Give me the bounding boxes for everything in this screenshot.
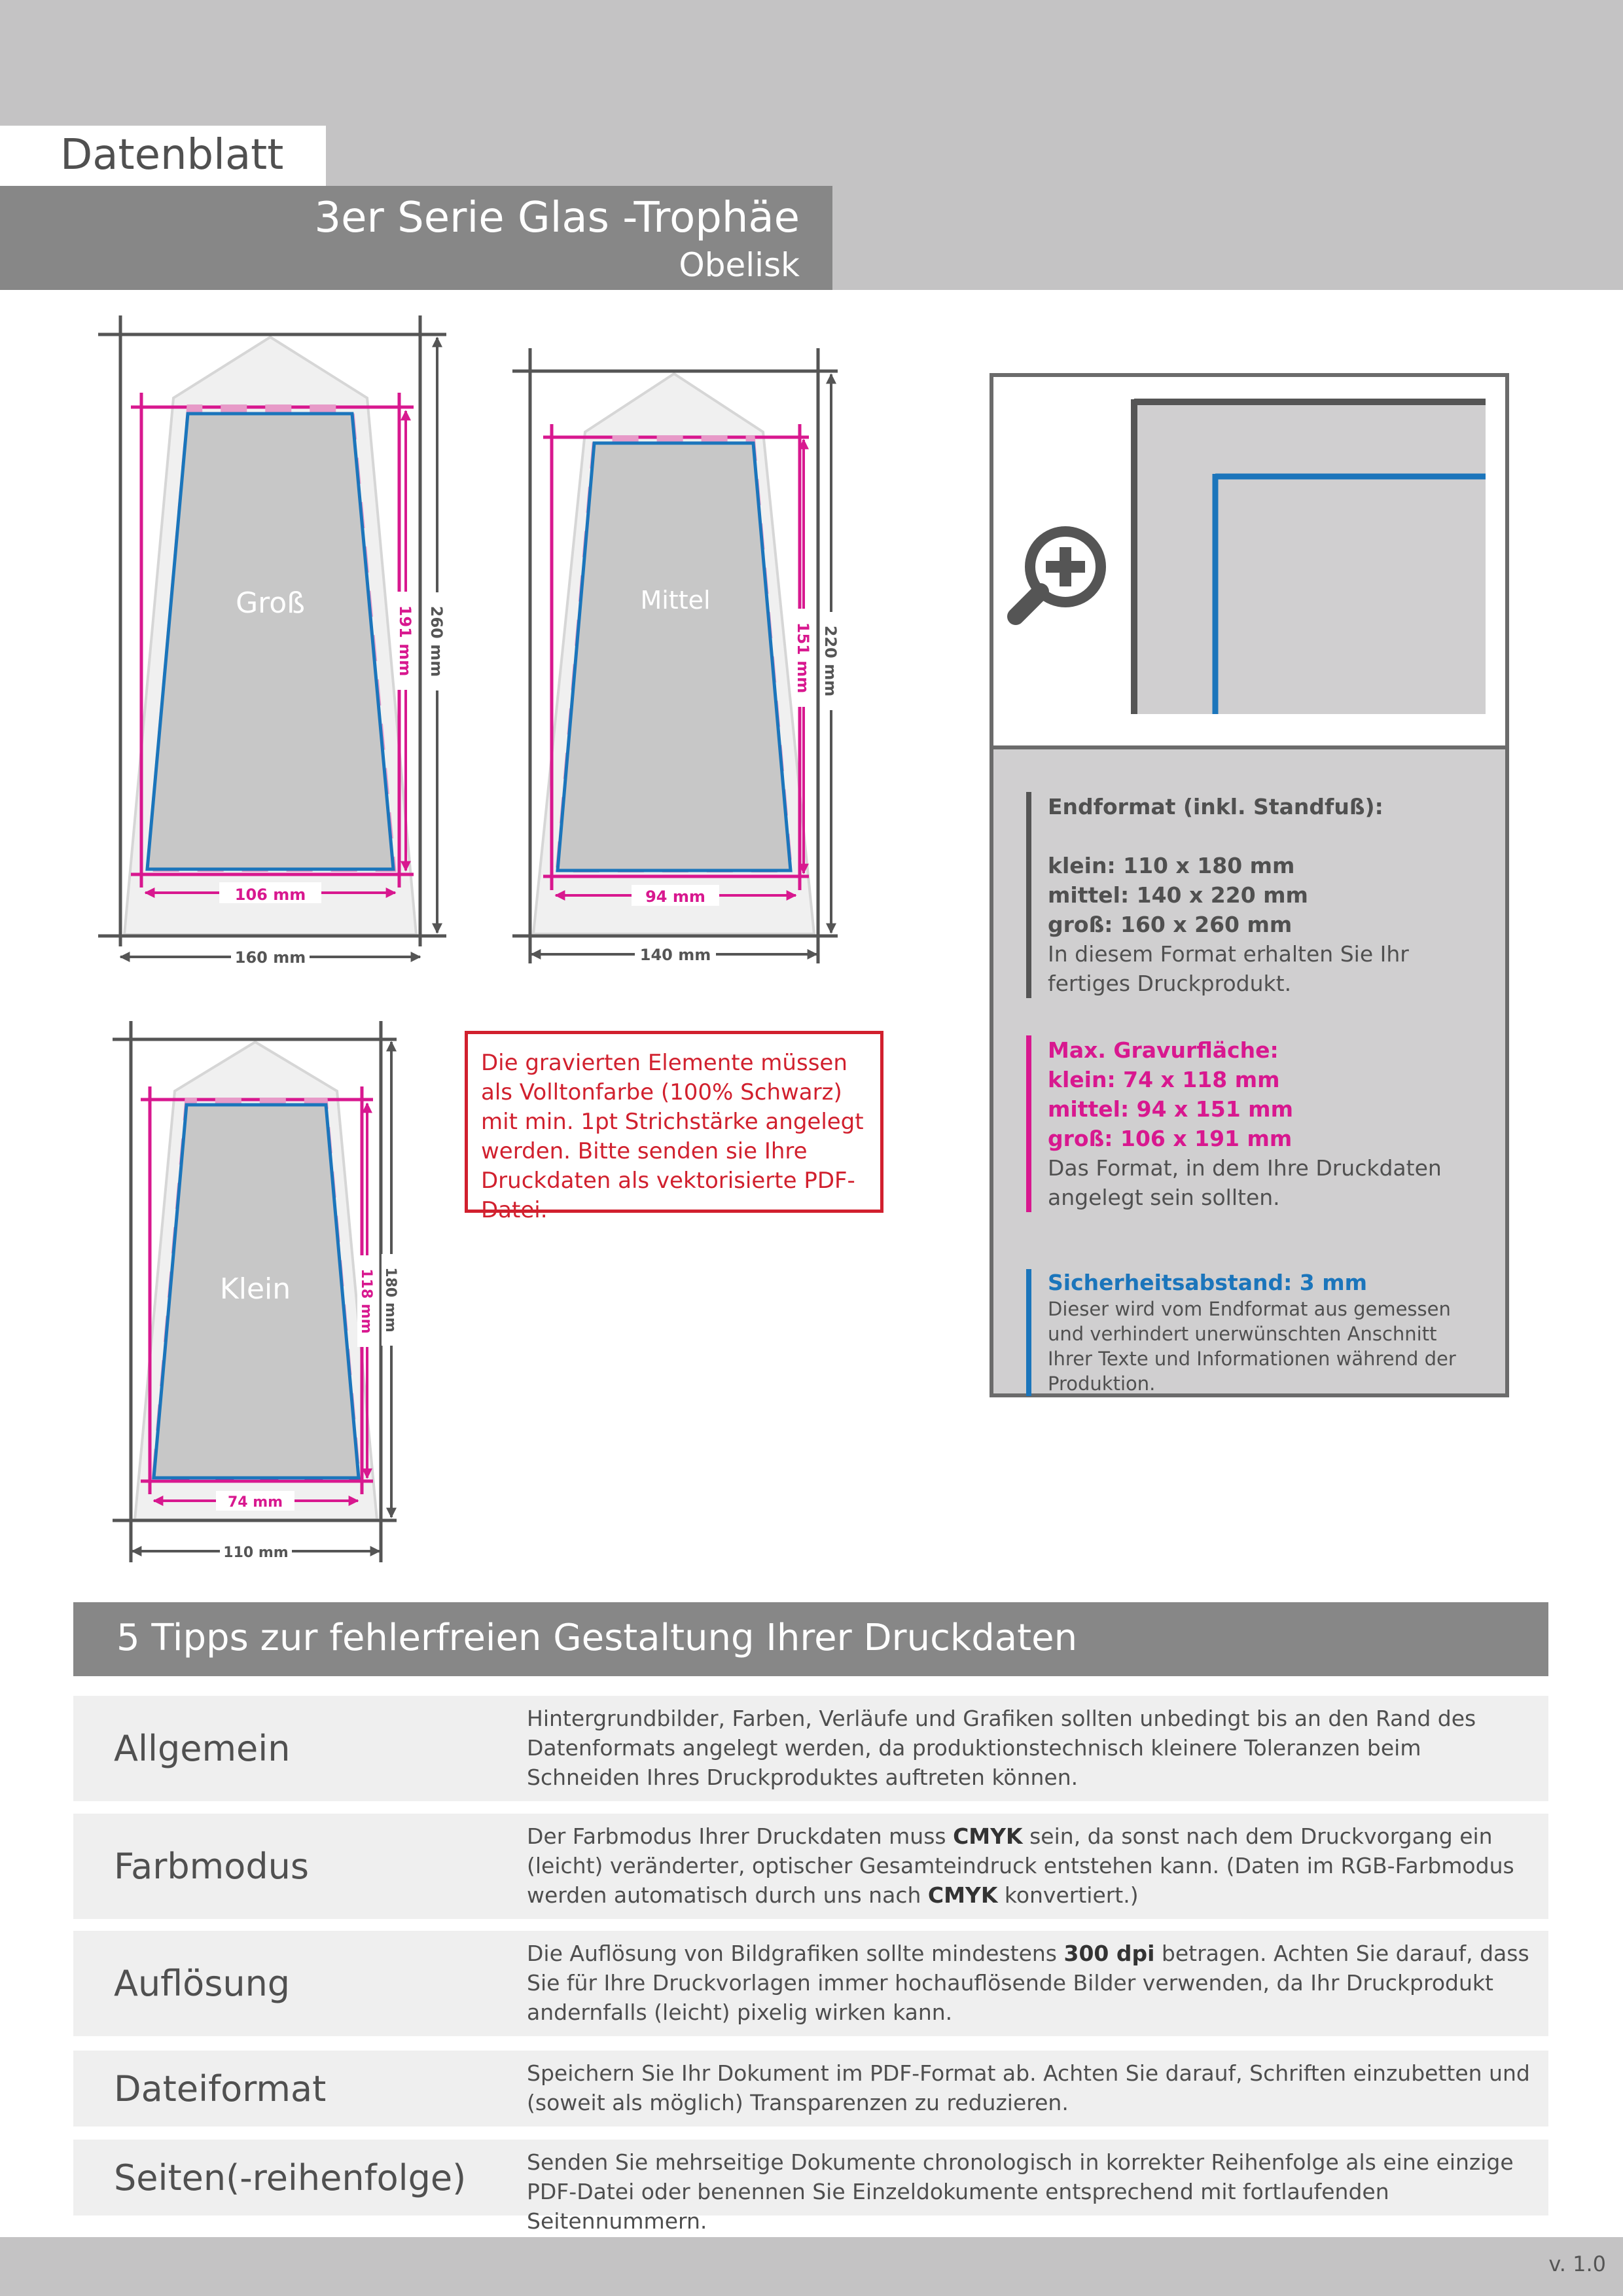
trophy-gross [98,315,448,967]
tip-row-seiten: Seiten(-reihenfolge) Senden Sie mehrseitige Dokumente chronologisch in korrekter Reihenfolge als eine einzige PDF-Datei oder benennen Sie Einzeldokumente entsprechend mit fortlaufenden Seitennummern. [73,2140,1548,2215]
zoom-detail-illustration [993,377,1505,749]
zoom-in-icon [1016,531,1101,617]
trophy-mittel-label: Mittel [640,586,711,615]
datasheet-label: Datenblatt [0,126,326,186]
tip-row-allgemein: Allgemein Hintergrundbilder, Farben, Verläufe und Grafiken sollten unbedingt bis an den Rand des Datenformats angelegt werden, da produktionstechnisch kleinere Toleranzen beim Schneiden Ihres Druckproduktes auftreten können. [73,1696,1548,1801]
technical-drawings [0,290,916,1599]
tips-heading-bar: 5 Tipps zur fehlerfreien Gestaltung Ihrer Druckdaten [73,1602,1548,1676]
tip-row-aufloesung: Auflösung Die Auflösung von Bildgrafiken sollte mindestens 300 dpi betragen. Achten Sie darauf, dass Sie für Ihre Druckvorlagen immer hochauflösende Bilder verwenden, da Ihr Druckprodukt andernfalls (leicht) pixelig wirken kann. [73,1931,1548,2036]
mittel-width: 140 mm [639,946,711,964]
klein-engrave-height: 118 mm [358,1268,374,1334]
gross-engrave-height: 191 mm [396,605,414,677]
mittel-engrave-width: 94 mm [645,888,705,906]
gross-engrave-width: 106 mm [234,886,306,904]
klein-engrave-width: 74 mm [227,1494,283,1511]
gross-height: 260 mm [427,605,446,677]
footer-band [0,2237,1623,2296]
zoom-detail-box [990,373,1509,749]
page-subtitle: Obelisk [679,246,800,284]
klein-height: 180 mm [382,1267,399,1333]
version-label: v. 1.0 [1548,2251,1606,2276]
trophy-gross-label: Groß [236,586,305,620]
trophy-klein [113,1021,401,1562]
tip-row-dateiformat: Dateiformat Speichern Sie Ihr Dokument im PDF-Format ab. Achten Sie darauf, Schriften einzubetten und (soweit als möglich) Transparenzen zu reduzieren. [73,2051,1548,2126]
format-info-box [990,749,1509,1397]
klein-width: 110 mm [223,1545,289,1561]
trophy-klein-label: Klein [219,1272,291,1306]
endformat-section: Endformat (inkl. Standfuß): klein: 110 x 180 mm mittel: 140 x 220 mm groß: 160 x 260 mm In diesem Format erhalten Sie Ihr fertiges Druckprodukt. [1026,792,1480,998]
mittel-height: 220 mm [821,625,840,697]
tip-row-farbmodus: Farbmodus Der Farbmodus Ihrer Druckdaten muss CMYK sein, da sonst nach dem Druckvorgang ein (leicht) veränderter, optischer Gesamteindruck entstehen kann. (Daten im RGB-Farbmodus werden automatisch durch uns nach CMYK konvertiert.) [73,1814,1548,1919]
sicherheit-section: Sicherheitsabstand: 3 mm Dieser wird vom Endformat aus gemessen und verhindert unerwünschten Anschnitt Ihrer Texte und Informationen während der Produktion. [1026,1269,1480,1396]
trophy-mittel [512,348,842,965]
engraving-notice: Die gravierten Elemente müssen als Volltonfarbe (100% Schwarz) mit min. 1pt Strichstärke angelegt werden. Bitte senden sie Ihre Druckdaten als vektorisierte PDF-Datei. [465,1031,883,1213]
gross-width: 160 mm [234,948,306,967]
page-title: 3er Serie Glas -Trophäe [314,194,800,242]
mittel-engrave-height: 151 mm [794,622,812,694]
title-bar [0,186,832,290]
gravur-section: Max. Gravurfläche: klein: 74 x 118 mm mittel: 94 x 151 mm groß: 106 x 191 mm Das Format, in dem Ihre Druckdaten angelegt sein sollten. [1026,1035,1454,1212]
